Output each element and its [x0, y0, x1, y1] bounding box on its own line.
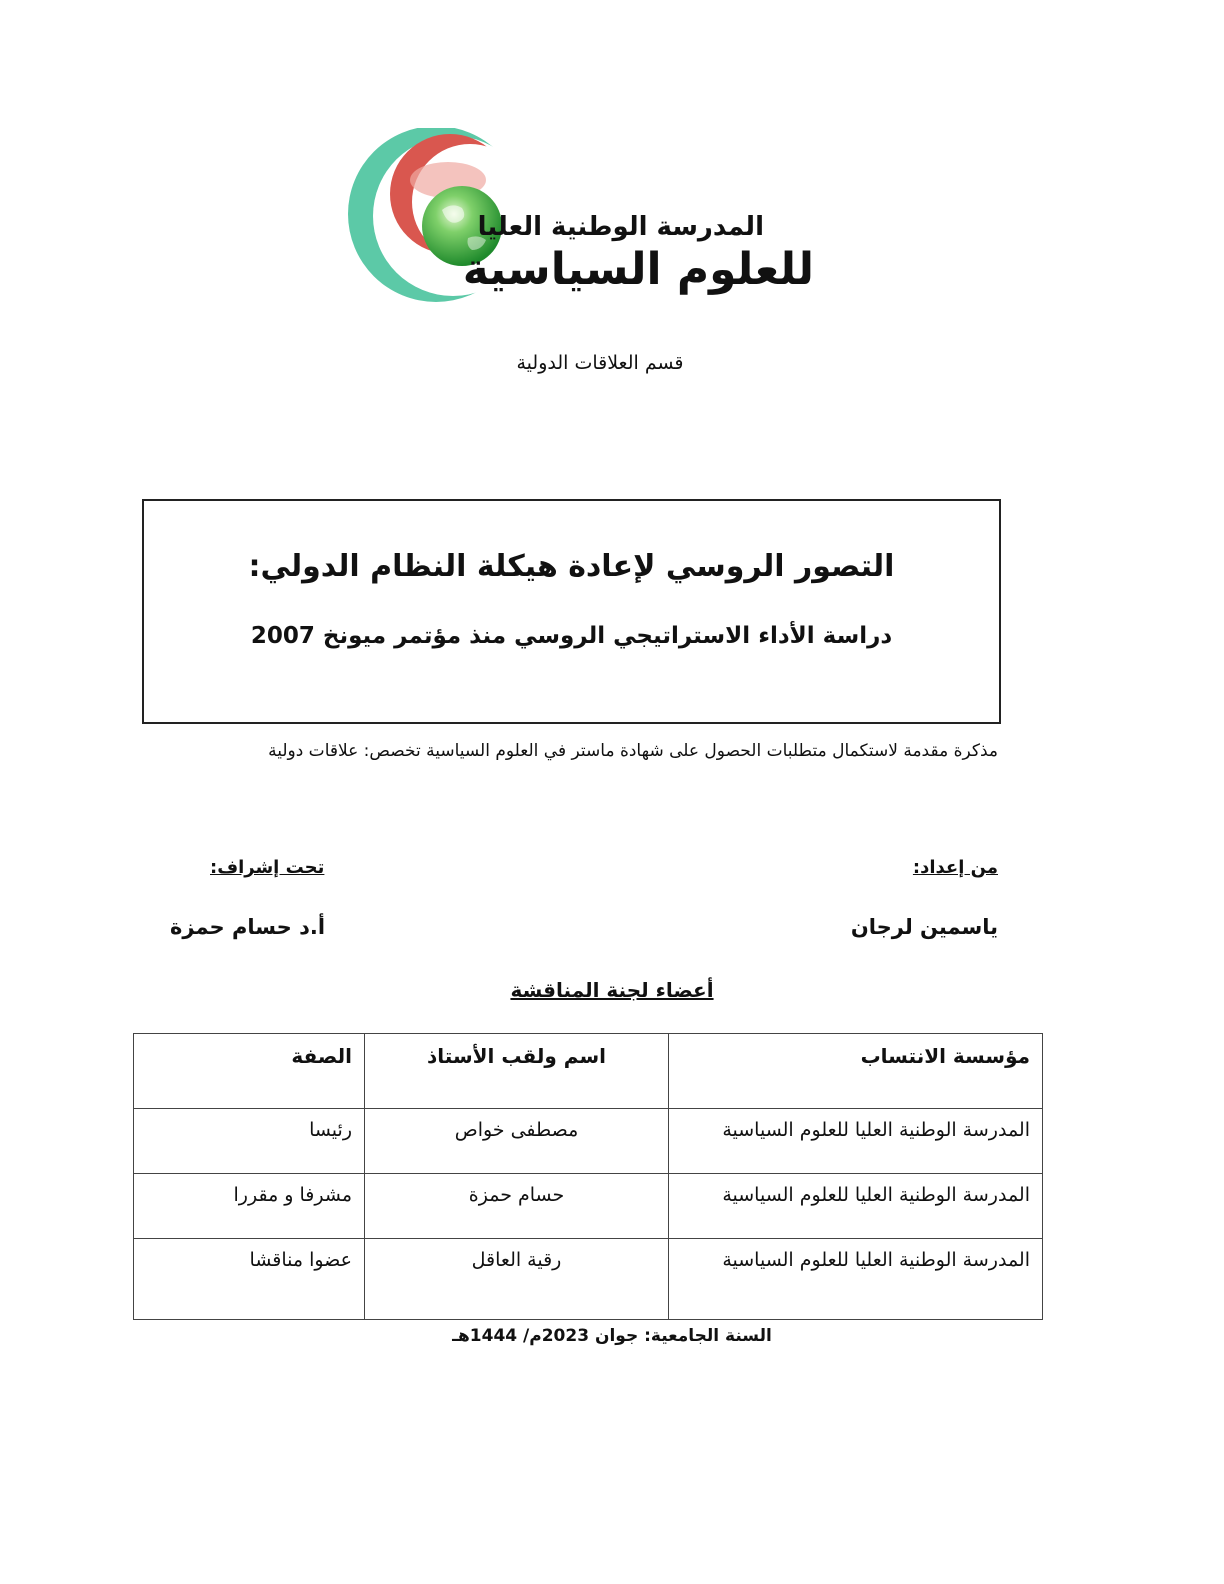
- department-name: قسم العلاقات الدولية: [516, 352, 684, 374]
- logo-text-line2: للعلوم السياسية: [462, 244, 814, 295]
- cell-institution: المدرسة الوطنية العليا للعلوم السياسية: [669, 1109, 1043, 1174]
- thesis-subtitle: دراسة الأداء الاستراتيجي الروسي منذ مؤتمر ميونخ 2007: [250, 623, 893, 649]
- academic-year: السنة الجامعية: جوان 2023م/ 1444هـ: [452, 1326, 772, 1346]
- header-role: الصفة: [134, 1034, 365, 1109]
- cell-institution: المدرسة الوطنية العليا للعلوم السياسية: [669, 1174, 1043, 1239]
- header-name: اسم ولقب الأستاذ: [365, 1034, 669, 1109]
- supervisor-name: أ.د حسام حمزة: [170, 915, 326, 939]
- cell-name: رقية العاقل: [365, 1239, 669, 1320]
- logo-text-line1: المدرسة الوطنية العليا: [477, 212, 764, 242]
- committee-heading-wrap: [0, 978, 1224, 1002]
- table-row: [134, 1239, 1043, 1320]
- header-institution: مؤسسة الانتساب: [669, 1034, 1043, 1109]
- table-header-row: [134, 1034, 1043, 1109]
- cell-name: مصطفى خواص: [365, 1109, 669, 1174]
- cell-role: مشرفا و مقررا: [134, 1174, 365, 1239]
- student-name: ياسمين لرجان: [850, 915, 998, 939]
- prepared-by-label: من إعداد:: [912, 857, 998, 878]
- memo-note: مذكرة مقدمة لاستكمال متطلبات الحصول على شهادة ماستر في العلوم السياسية تخصص: علاقات دولية: [268, 741, 998, 761]
- committee-heading: أعضاء لجنة المناقشة: [510, 978, 714, 1002]
- thesis-title: التصور الروسي لإعادة هيكلة النظام الدولي:: [248, 549, 895, 584]
- cell-role: عضوا مناقشا: [134, 1239, 365, 1320]
- table-row: [134, 1174, 1043, 1239]
- cell-role: رئيسا: [134, 1109, 365, 1174]
- table-row: [134, 1109, 1043, 1174]
- supervision-label: تحت إشراف:: [210, 857, 325, 878]
- cell-institution: المدرسة الوطنية العليا للعلوم السياسية: [669, 1239, 1043, 1320]
- title-box: [142, 499, 1001, 724]
- cell-name: حسام حمزة: [365, 1174, 669, 1239]
- committee-table: [133, 1033, 1043, 1320]
